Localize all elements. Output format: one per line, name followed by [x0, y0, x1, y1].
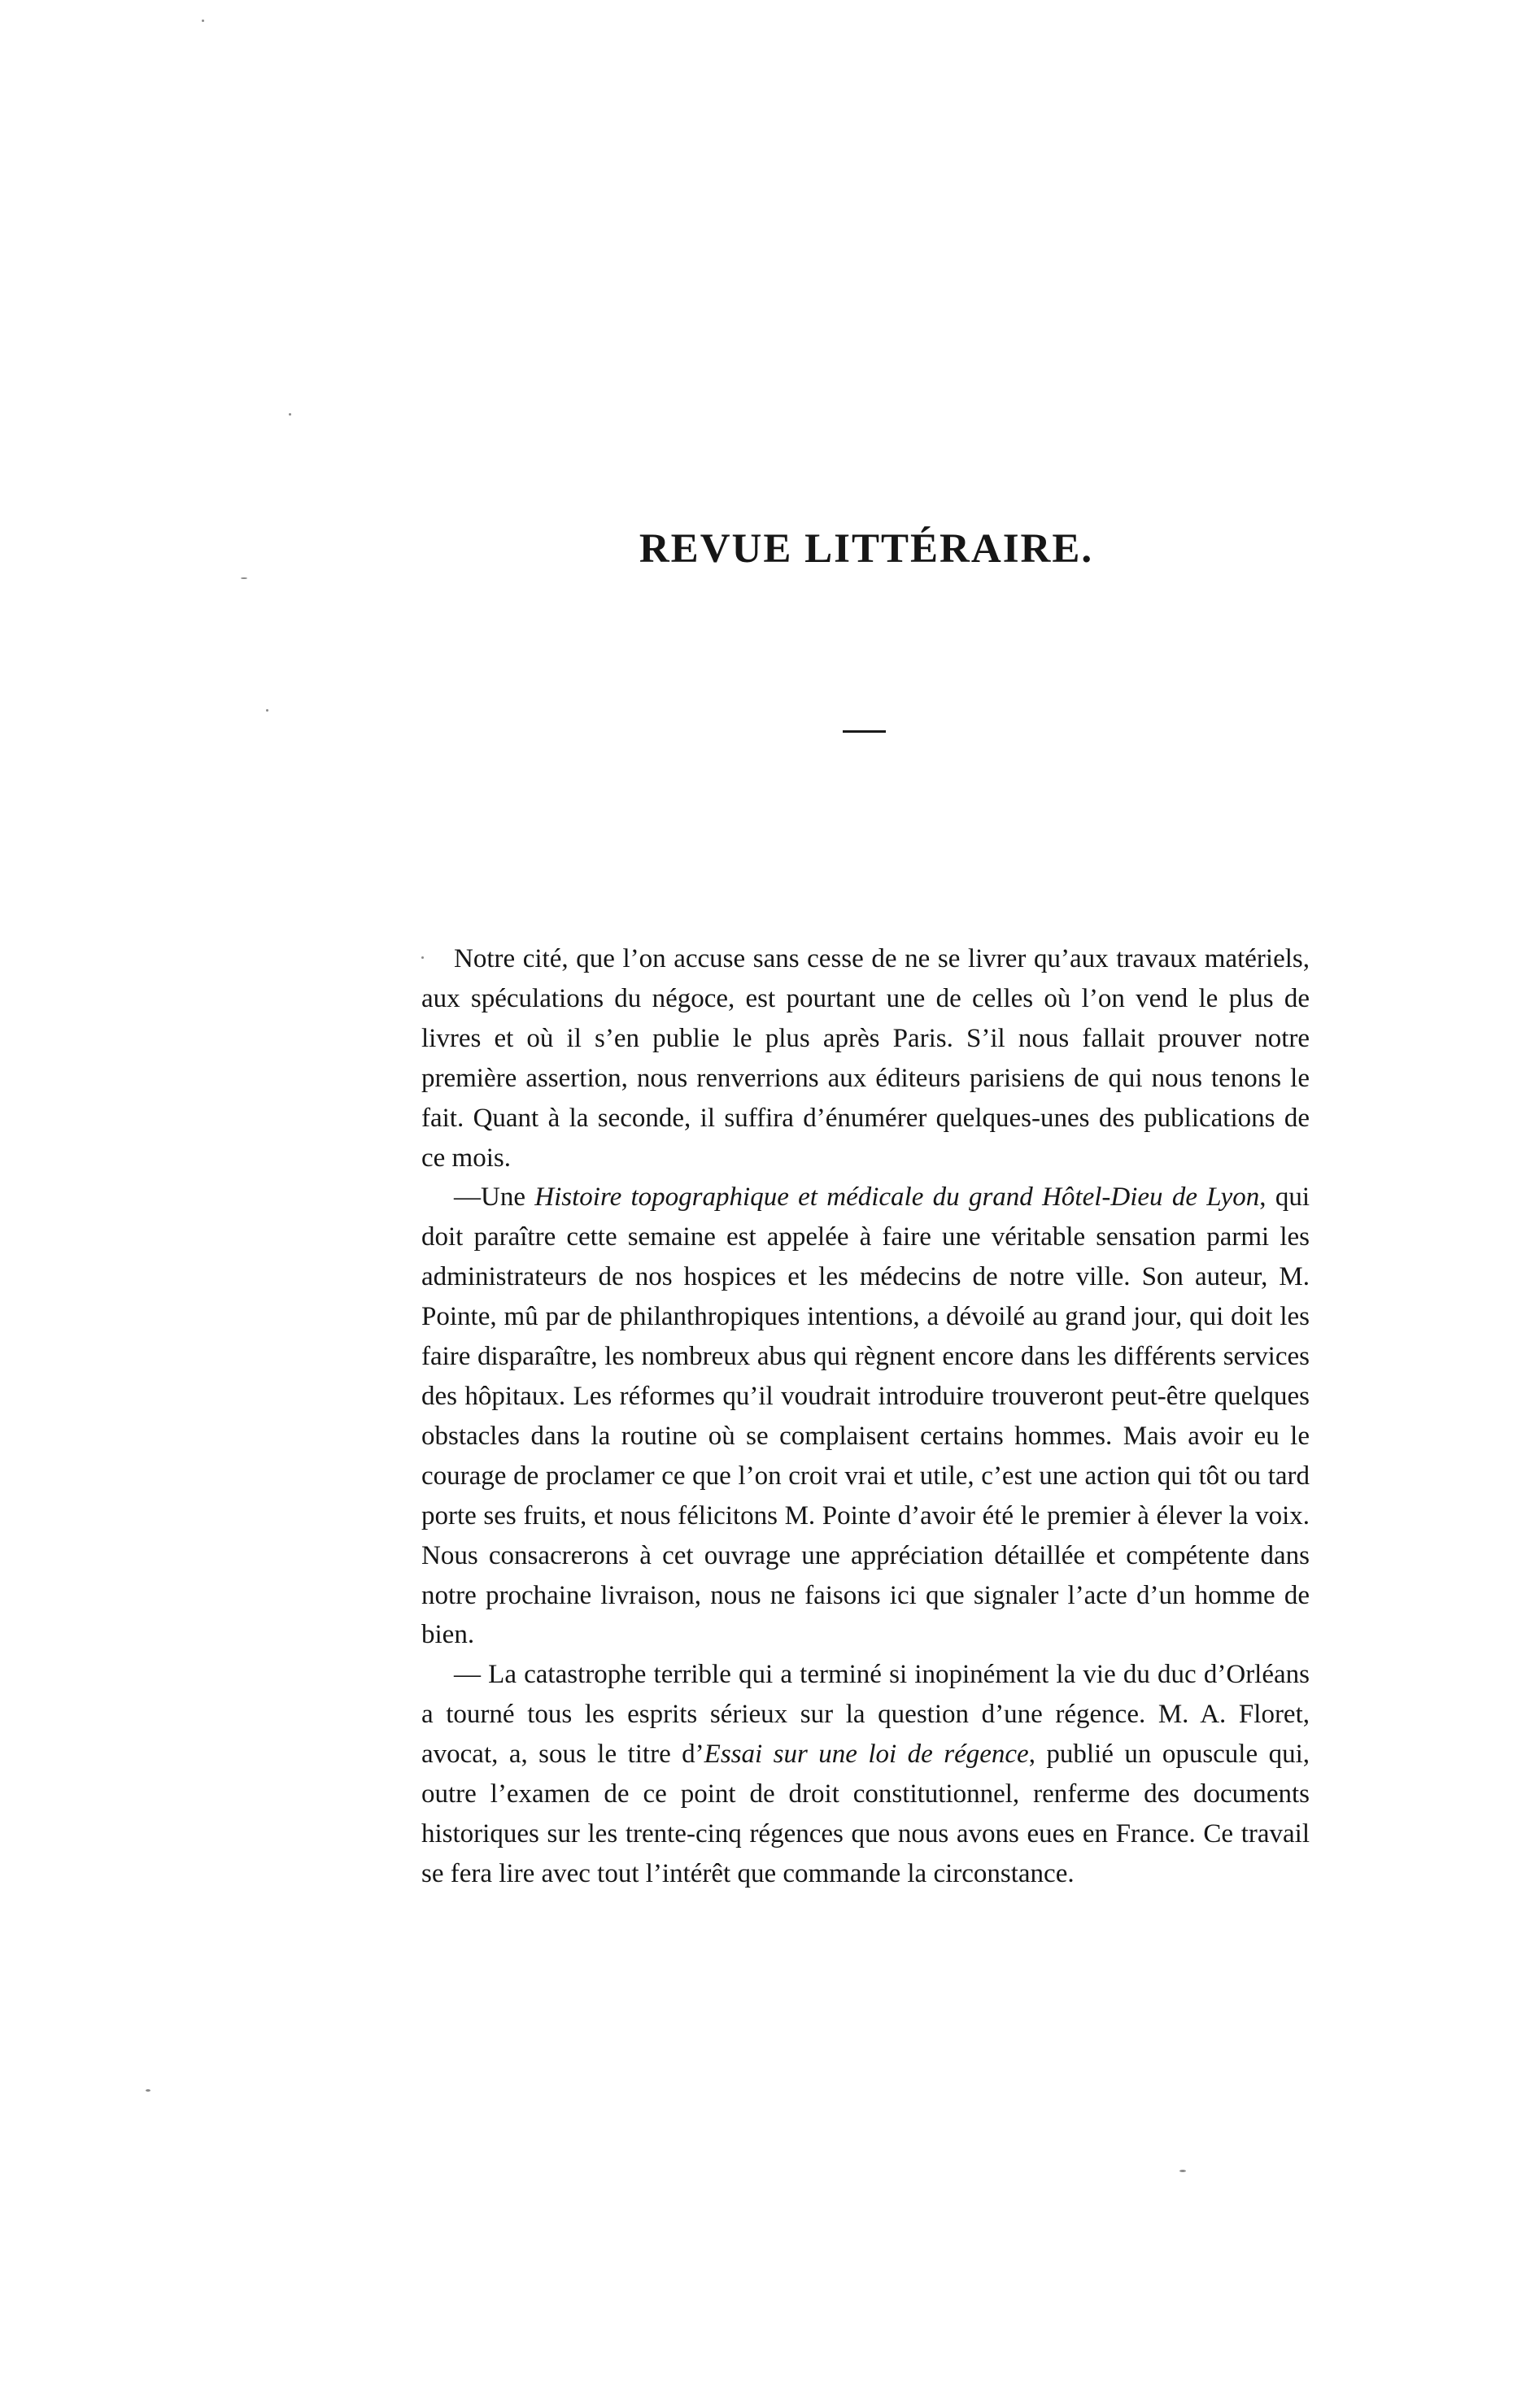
book-title-essai: Essai sur une loi de régence [704, 1740, 1029, 1770]
paragraph-2 [421, 1178, 1310, 1655]
paragraph-2-text: , qui doit paraître cette semaine est appelée à faire une véritable sensation parmi les administrateurs de nos hospices et les médecins de notre ville. Son auteur, M. Pointe, mû par de philanthropiques intentions, a dévoilé au grand jour, qui doit les faire disparaître, les nombreux abus qui règnent encore dans les différents services des hôpitaux. Les réformes qu’il voudrait introduire trouveront peut-être quelques obstacles dans la routine où se complaisent certains hommes. Mais avoir eu le courage de proclamer ce que l’on croit vrai et utile, c’est une action qui tôt ou tard porte ses fruits, et nous félicitons M. Pointe d’avoir été le premier à élever la voix. Nous consacrerons à cet ouvrage une appréciation détaillée et compétente dans notre prochaine livraison, nous ne faisons ici que signaler l’acte d’un homme de bien. [421, 1182, 1310, 1650]
paragraph-3-lead: — La catastrophe terrible qui a terminé si inopinément la vie du duc d’Orléans a tourné tous les esprits sérieux sur la question d’une régence. M. A. Floret, avocat, a, sous le titre d’ [421, 1660, 1310, 1770]
paragraph-1-text: Notre cité, que l’on accuse sans cesse de ne se livrer qu’aux travaux matériels, aux spéculations du négoce, est pourtant une de celles où l’on vend le plus de livres et où il s’en publie le plus après Paris. S’il nous fallait prouver notre première assertion, nous renverrions aux éditeurs parisiens de qui nous tenons le fait. Quant à la seconde, il suffira d’énumérer quelques-unes des publications de ce mois. [421, 944, 1310, 1173]
paragraph-3-text: , publié un opuscule qui, outre l’examen de ce point de droit constitutionnel, renferme des documents historiques sur les trente-cinq régences que nous avons eues en France. Ce travail se fera lire avec tout l’intérêt que commande la circonstance. [421, 1740, 1310, 1888]
paragraph-3 [421, 1655, 1310, 1893]
scan-speck [266, 709, 268, 712]
scan-speck [241, 577, 247, 579]
scan-speck [1179, 2170, 1186, 2172]
scan-speck [202, 20, 204, 22]
title-separator-rule [843, 730, 886, 733]
scan-speck [146, 2089, 150, 2092]
paragraph-1 [421, 939, 1310, 1178]
scan-speck [421, 956, 424, 959]
book-title-histoire: Histoire topographique et médicale du grand Hôtel-Dieu de Lyon [534, 1182, 1260, 1213]
article-title: REVUE LITTÉRAIRE. [639, 526, 1094, 572]
paragraph-2-lead: —Une [454, 1182, 535, 1213]
article-body [421, 939, 1310, 1894]
scan-speck [289, 413, 291, 416]
